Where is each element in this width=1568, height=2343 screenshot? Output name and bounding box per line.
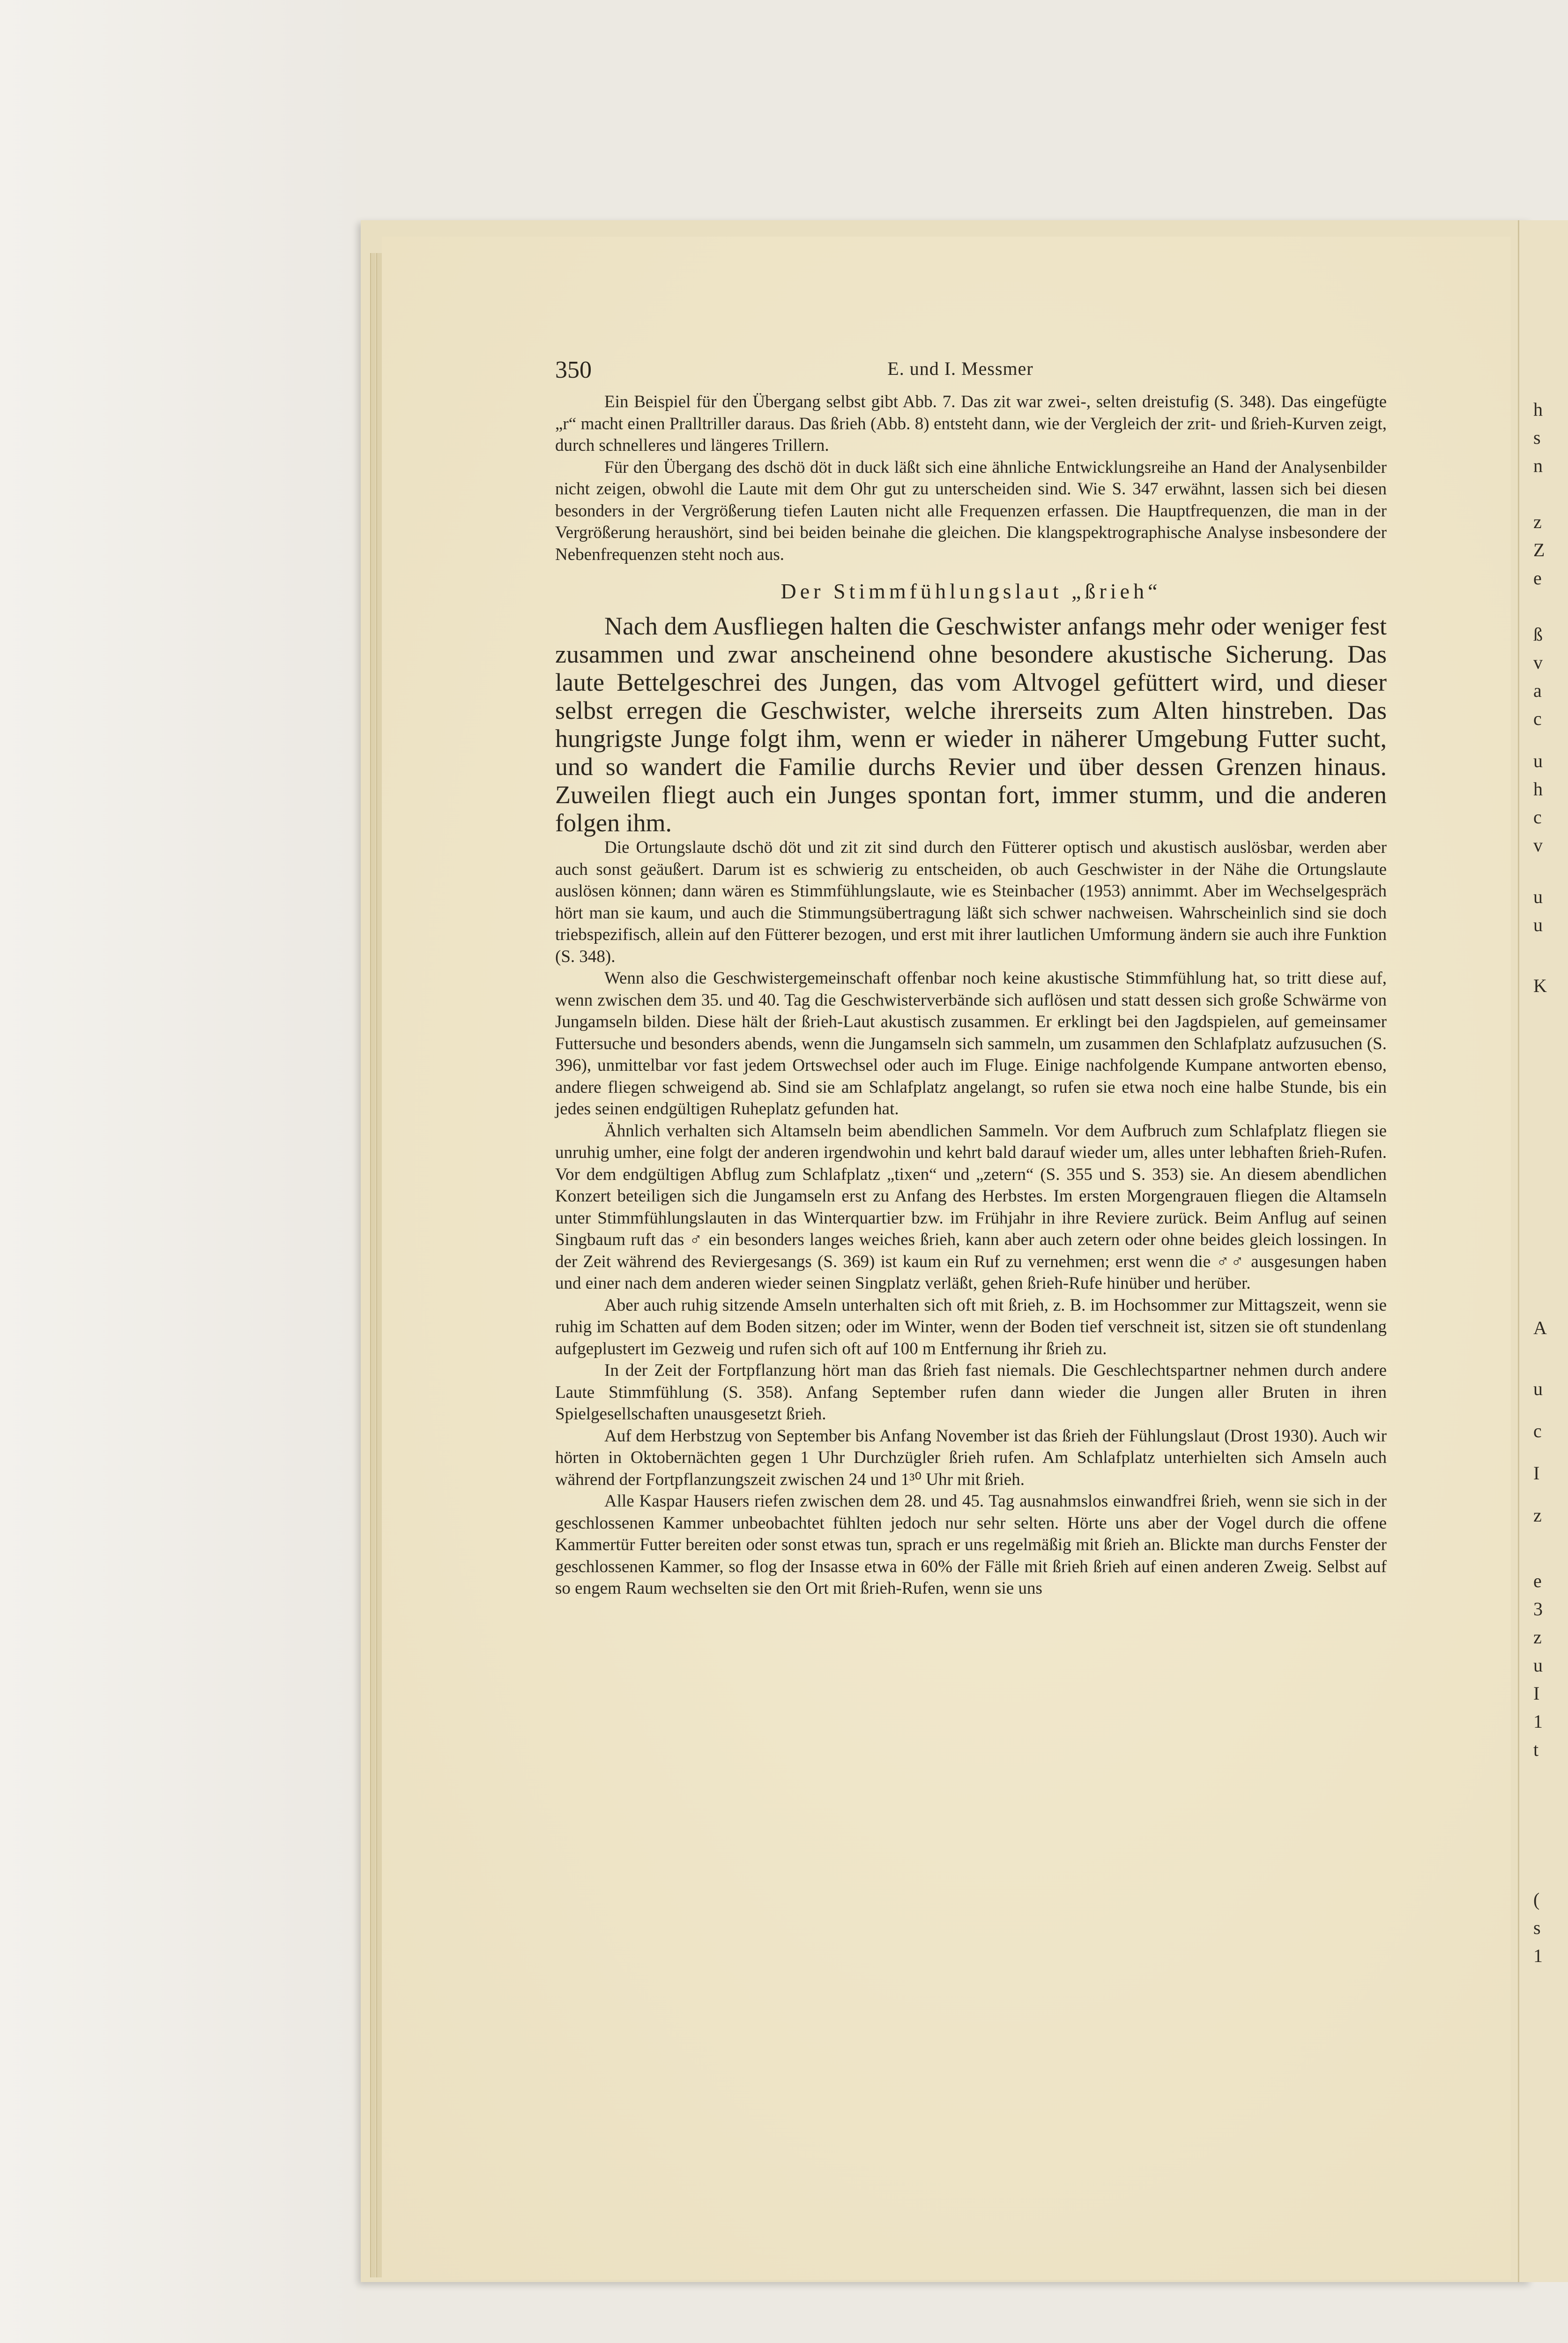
next-page-fragment: c (1533, 1420, 1542, 1441)
next-page-fragment: s (1533, 427, 1541, 448)
next-page-fragment: e (1533, 1570, 1542, 1591)
paragraph-large: Nach dem Ausfliegen halten die Geschwister anfangs mehr oder weniger fest zusammen und zwar anscheinend ohne besondere akustische Sicherung. Das laute Bettelgeschrei des Jungen, das vom Altvogel gefüttert wird, und dieser selbst erregen die Geschwister, welche ihrerseits zum Alten hinstreben. Das hungrigste Junge folgt ihm, wenn er wieder in näherer Umgebung Futter sucht, und so wandert die Familie durchs Revier und über dessen Grenzen hinaus. Zuweilen fliegt auch ein Junges spontan fort, immer stumm, und die anderen folgen ihm. (555, 612, 1387, 837)
next-page-fragment: 3 (1533, 1598, 1543, 1619)
next-page-fragment: v (1533, 835, 1543, 856)
paragraph: Die Ortungslaute dschö döt und zit zit sind durch den Fütterer optisch und akustisch auslösbar, werden aber auch sonst geäußert. Darum ist es schwierig zu entscheiden, ob auch Geschwister in der Nähe die Ortungslaute auslösen können; dann wären es Stimmfühlungslaute, wie es Steinbacher (1953) annimmt. Aber im Wechselgespräch hört man sie kaum, und auch die Stimmungsübertragung läßt sich schwer nachweisen. Wahrscheinlich sind sie doch triebspezifisch, allein auf den Fütterer bezogen, und erst mit ihrer lautlichen Umformung ändern sie auch ihre Funktion (S. 348). (555, 838, 1387, 966)
next-page-edge (1518, 220, 1568, 2282)
next-page-fragment: e (1533, 567, 1542, 589)
page-edge (376, 253, 382, 2277)
book-page (382, 237, 1511, 2280)
paragraph: Ähnlich verhalten sich Altamseln beim abendlichen Sammeln. Vor dem Aufbruch zum Schlafplatz fliegen sie unruhig umher, eine folgt der anderen irgendwohin und kehrt bald darauf wieder um, alles unter lebhaften ßrieh-Rufen. Vor dem endgültigen Abflug zum Schlafplatz „tixen“ und „zetern“ (S. 355 und S. 353) sie. An diesem abendlichen Konzert beteiligen sich die Jungamseln erst zu Anfang des Herbstes. Im ersten Morgengrauen fliegen die Altamseln unter Stimmfühlungslauten in das Winterquartier bzw. im Frühjahr in ihre Reviere zurück. Beim Anflug auf seinen Singbaum ruft das ♂ ein besonders langes weiches ßrieh, kann aber auch zetern oder ohne beides gleich lossingen. In der Zeit während des Reviergesangs (S. 369) ist kaum ein Ruf zu vernehmen; erst wenn die ♂♂ ausgesungen haben und einer nach dem anderen wieder seinen Singplatz verläßt, gehen ßrieh-Rufe hinüber und herüber. (555, 1121, 1387, 1293)
next-page-fragment: 1 (1533, 1945, 1543, 1966)
next-page-fragment: u (1533, 1378, 1543, 1399)
next-page-fragment: I (1533, 1683, 1540, 1704)
next-page-fragment: u (1533, 886, 1543, 907)
next-page-fragment: u (1533, 750, 1543, 771)
next-page-fragment: K (1533, 975, 1547, 996)
paragraph: Aber auch ruhig sitzende Amseln unterhalten sich oft mit ßrieh, z. B. im Hochsommer zur Mittagszeit, wenn sie ruhig im Schatten auf dem Boden sitzen; oder im Winter, wenn der Boden tief verschneit ist, sitzen sie oft stundenlang aufgeplustert im Gezweig und rufen sich oft auf 100 m Entfernung ihr ßrieh zu. (555, 1295, 1387, 1358)
next-page-fragment: 1 (1533, 1711, 1543, 1732)
next-page-fragment: ß (1533, 624, 1543, 645)
running-head: E. und I. Messmer (887, 358, 1033, 379)
next-page-fragment: z (1533, 1505, 1542, 1526)
next-page-fragment: c (1533, 806, 1542, 828)
next-page-fragment: s (1533, 1917, 1541, 1938)
paragraph: In der Zeit der Fortpflanzung hört man das ßrieh fast niemals. Die Geschlechtspartner nehmen durch andere Laute Stimmfühlung (S. 358). Anfang September rufen dann wieder die Jungen aller Bruten in ihren Spielgesellschaften unausgesetzt ßrieh. (555, 1361, 1387, 1424)
next-page-fragment: a (1533, 680, 1542, 701)
next-page-fragment: z (1533, 1627, 1542, 1648)
section-heading: Der Stimmfühlungslaut „ßrieh“ (780, 579, 1161, 603)
next-page-fragment: n (1533, 455, 1543, 476)
next-page-fragment: u (1533, 914, 1543, 935)
page-edge (370, 253, 376, 2277)
next-page-fragment: u (1533, 1655, 1543, 1676)
next-page-fragment: ( (1533, 1889, 1540, 1910)
paragraph: Ein Beispiel für den Übergang selbst gibt Abb. 7. Das zit war zwei-, selten dreistufig (S. 348). Das eingefügte „r“ macht einen Pralltriller daraus. Das ßrieh (Abb. 8) entsteht dann, wie der Vergleich der zrit- und ßrieh-Kurven zeigt, durch schnelleres und längeres Trillern. (555, 392, 1387, 455)
page-number: 350 (555, 357, 592, 383)
next-page-fragment: v (1533, 652, 1543, 673)
backdrop (0, 0, 356, 2343)
next-page-fragment: z (1533, 511, 1542, 532)
paragraph: Alle Kaspar Hausers riefen zwischen dem 28. und 45. Tag ausnahmslos einwandfrei ßrieh, wenn sie sich in der geschlossenen Kammer unbeobachtet fühlten jedoch nur sehr selten. Hörte uns aber der Vogel durch die offene Kammertür Futter bereiten oder sonst etwas tun, sprach er uns regelmäßig mit ßrieh an. Blickte man durchs Fenster der geschlossenen Kammer, so flog der Insasse etwa in 60% der Fälle mit ßrieh ßrieh auf einen anderen Zweig. Selbst auf so engem Raum wechselten sie den Ort mit ßrieh-Rufen, wenn sie uns (555, 1492, 1387, 1598)
next-page-fragment: h (1533, 399, 1543, 420)
next-page-fragment: I (1533, 1463, 1540, 1484)
body-text (555, 391, 1387, 1600)
next-page-fragment: A (1533, 1317, 1547, 1338)
paragraph: Wenn also die Geschwistergemeinschaft offenbar noch keine akustische Stimmfühlung hat, so tritt diese auf, wenn zwischen dem 35. und 40. Tag die Geschwisterverbände sich auflösen und statt dessen sich große Schwärme von Jungamseln bilden. Diese hält der ßrieh-Laut akustisch zusammen. Er erklingt bei den Jagdspielen, auf gemeinsamer Futtersuche und besonders abends, wenn die Jungamseln sich sammeln, um zusammen den Schlafplatz aufzusuchen (S. 396), unmittelbar vor fast jedem Ortswechsel oder auch im Fluge. Einige nachfolgende Kumpane antworten ebenso, andere fliegen schweigend ab. Sind sie am Schlafplatz angelangt, so rufen sie etwa noch eine halbe Stunde, bis ein jedes seinen endgültigen Ruheplatz gefunden hat. (555, 969, 1387, 1119)
next-page-fragment: t (1533, 1739, 1539, 1760)
next-page-fragment: c (1533, 708, 1542, 729)
paragraph: Auf dem Herbstzug von September bis Anfang November ist das ßrieh der Fühlungslaut (Drost 1930). Auch wir hörten in Oktobernächten gegen 1 Uhr Durchzügler ßrieh rufen. Am Schlafplatz unterhielten sich Amseln auch während der Fortpflanzungszeit zwischen 24 und 1³⁰ Uhr mit ßrieh. (555, 1426, 1387, 1489)
paragraph: Für den Übergang des dschö döt in duck läßt sich eine ähnliche Entwicklungsreihe an Hand der Analysenbilder nicht zeigen, obwohl die Laute mit dem Ohr gut zu unterscheiden sind. Wie S. 347 erwähnt, lassen sich bei diesen besonders in der Vergrößerung tiefen Lauten nicht alle Frequenzen erfassen. Die Hauptfrequenzen, die man in der Vergrößerung heraushört, sind bei beiden beinahe die gleichen. Die klangspektrographische Analyse insbesondere der Nebenfrequenzen steht noch aus. (555, 457, 1387, 564)
next-page-fragment: h (1533, 778, 1543, 799)
next-page-fragment: Z (1533, 539, 1545, 560)
